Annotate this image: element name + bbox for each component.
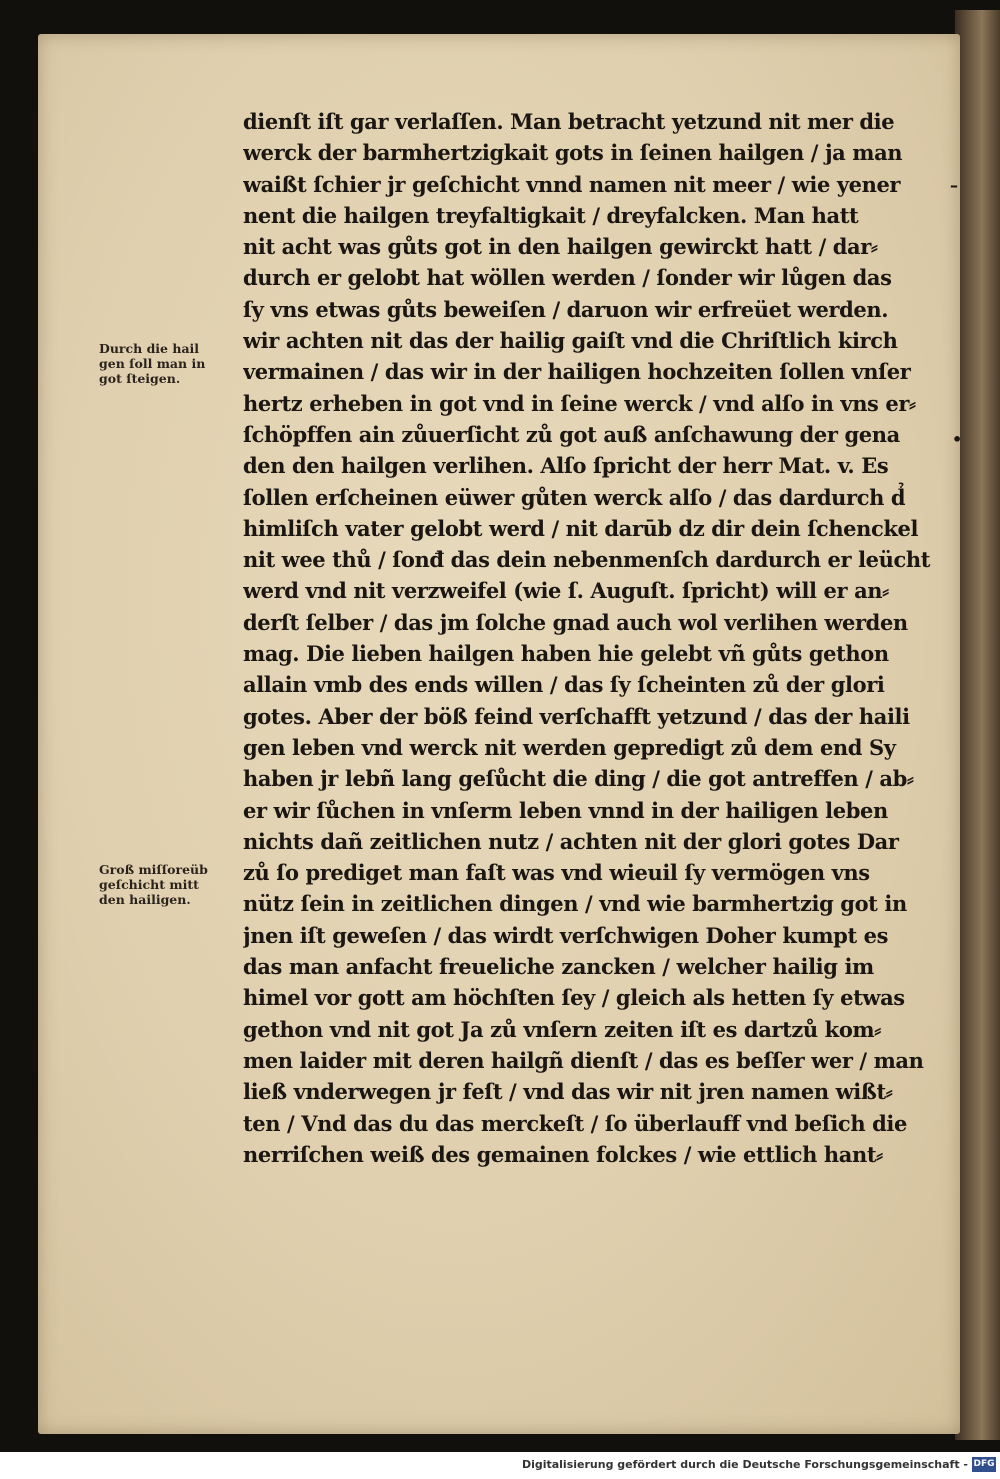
margin-mark-dash: – <box>950 176 958 195</box>
main-text-block <box>243 106 959 1170</box>
marginal-note-line: got ſteigen. <box>99 371 181 386</box>
dfg-logo-icon: DFG <box>972 1457 996 1472</box>
text-line: jnen iſt geweſen / das wirdt verſchwigen Doher kumpt es <box>243 922 889 948</box>
text-line: himel vor gott am höchſten ſey / gleich als hetten ſy etwas <box>243 985 905 1011</box>
text-line: men laider mit deren hailgñ dienſt / das es beſſer wer / man <box>243 1047 924 1073</box>
marginal-note-line: geſchicht mitt <box>99 877 199 892</box>
text-line: ten / Vnd das du das merckeſt / ſo überlauff vnd beſich die <box>243 1110 907 1136</box>
text-line: werd vnd nit verzweifel (wie ſ. Auguſt. ſpricht) will er an⸗ <box>243 578 889 604</box>
text-line: dienſt iſt gar verlaſſen. Man betracht yetzund nit mer die <box>243 109 895 134</box>
text-line: nichts dañ zeitlichen nutz / achten nit der glori gotes Dar <box>243 828 899 854</box>
text-line: ſy vns etwas gůts beweiſen / daruon wir erfreüet werden. <box>243 296 889 322</box>
text-line: himliſch vater gelobt werd / nit darūb dz dir dein ſchenckel <box>243 515 919 541</box>
marginal-note-misuse-saints <box>99 862 239 907</box>
marginal-note-line: gen ſoll man in <box>99 356 206 371</box>
text-line: derſt ſelber / das jm ſolche gnad auch wol verlihen werden <box>243 609 908 635</box>
text-line: ſollen erſcheinen eüwer gůten werck alſo / das dardurch d̉ <box>243 484 906 510</box>
marginal-note-saints-ascend <box>99 341 239 386</box>
marginal-note-line: Durch die hail <box>99 341 200 356</box>
text-line: vermainen / das wir in der hailigen hochzeiten ſollen vnſer <box>243 359 911 385</box>
text-line: werck der barmhertzigkait gots in ſeinen hailgen / ja man <box>243 140 903 166</box>
footer-bar <box>0 1452 1000 1479</box>
text-line: wir achten nit das der hailig gaiſt vnd die Chriſtlich kirch <box>243 328 898 354</box>
text-line: nit acht was gůts got in den hailgen gewirckt hatt / dar⸗ <box>243 234 878 260</box>
text-line: das man anfacht freueliche zancken / welcher hailig im <box>243 954 874 980</box>
text-line: hertz erheben in got vnd in ſeine werck / vnd alſo in vns er⸗ <box>243 390 916 416</box>
text-line: gethon vnd nit got Ja zů vnſern zeiten iſt es dartzů kom⸗ <box>243 1016 881 1042</box>
text-line: nütz ſein in zeitlichen dingen / vnd wie barmhertzig got in <box>243 891 907 917</box>
text-line: mag. Die lieben hailgen haben hie gelebt vñ gůts gethon <box>243 641 889 667</box>
marginal-note-line: Groß miſſoreüb <box>99 862 208 877</box>
text-line: zů ſo prediget man faſt was vnd wieuil ſy vermögen vns <box>243 860 870 886</box>
text-line: allain vmb des ends willen / das ſy ſcheinten zů der glori <box>243 672 885 698</box>
text-line: waißt ſchier jr geſchicht vnnd namen nit meer / wie yener <box>243 171 901 197</box>
text-line: haben jr lebñ lang geſůcht die ding / die got antreffen / ab⸗ <box>243 766 914 792</box>
text-line: den den hailgen verlihen. Alſo ſpricht der herr Mat. v. Es <box>243 453 889 479</box>
text-line: gotes. Aber der böß feind verſchafft yetzund / das der haili <box>243 703 910 729</box>
text-line: nerriſchen weiß des gemainen folckes / wie ettlich hant⸗ <box>243 1141 883 1167</box>
text-line: gen leben vnd werck nit werden gepredigt zů dem end Sy <box>243 734 896 760</box>
text-line: durch er gelobt hat wöllen werden / ſonder wir lůgen das <box>243 265 892 291</box>
book-spine-edge <box>955 10 1000 1440</box>
text-line: ließ vnderwegen jr feſt / vnd das wir nit jren namen wißt⸗ <box>243 1079 893 1105</box>
text-line: nent die hailgen treyfaltigkait / dreyfalcken. Man hatt <box>243 202 859 228</box>
text-line: ſchöpffen ain zůuerſicht zů got auß anſchawung der gena <box>243 421 900 447</box>
text-line: er wir ſůchen in vnſerm leben vnnd in der hailigen leben <box>243 797 888 823</box>
footer-credit: Digitalisierung gefördert durch die Deutsche Forschungsgemeinschaft - <box>521 1458 968 1471</box>
text-line: nit wee thů / ſonđ das dein nebenmenſch dardurch er leücht <box>243 547 931 573</box>
marginal-note-line: den hailigen. <box>99 892 191 907</box>
margin-mark-dot: • <box>952 430 963 449</box>
